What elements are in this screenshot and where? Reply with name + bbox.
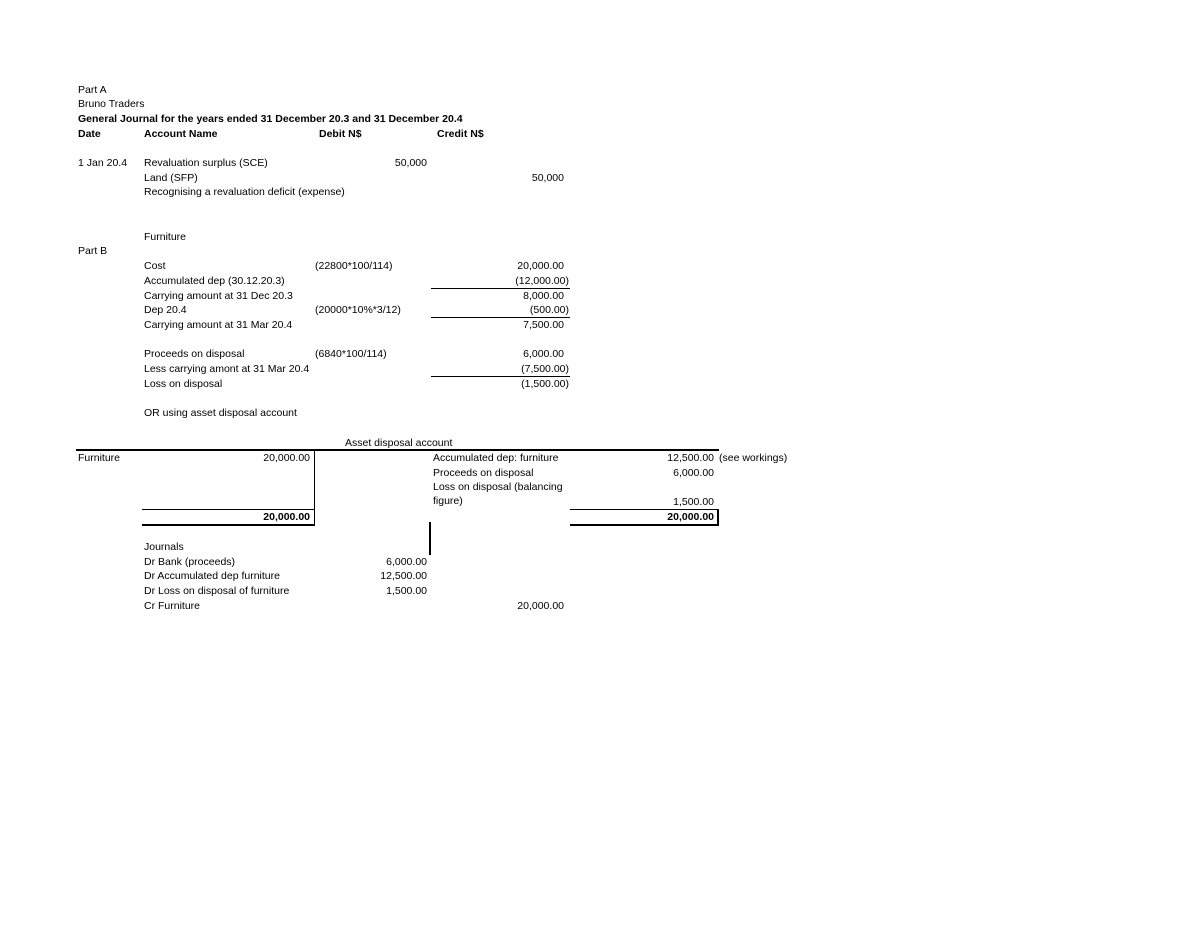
disposal-amount: 6,000.00 [523, 348, 564, 360]
entry-line-account: Revaluation surplus (SCE) [144, 157, 268, 169]
entry-date: 1 Jan 20.4 [78, 157, 128, 169]
journal-line-account: Dr Accumulated dep furniture [144, 570, 280, 582]
entry-line-account: Land (SFP) [144, 172, 198, 184]
t-debit-total: 20,000.00 [263, 511, 310, 523]
journal-line-credit: 20,000.00 [517, 600, 564, 612]
t-credit-label-cont: figure) [433, 495, 463, 507]
t-account-debit-border [314, 451, 315, 526]
disposal-label: Loss on disposal [144, 378, 223, 390]
working-label: Carrying amount at 31 Mar 20.4 [144, 319, 293, 331]
credit-total-top-rule [570, 509, 719, 510]
subtotal-rule [431, 317, 570, 318]
t-credit-label: Loss on disposal (balancing [433, 481, 563, 493]
working-amount: 7,500.00 [523, 319, 564, 331]
t-credit-note: (see workings) [719, 452, 788, 464]
journal-title: General Journal for the years ended 31 December 20.3 and 31 December 20.4 [78, 113, 463, 125]
working-amount: 8,000.00 [523, 290, 564, 302]
entry-line-debit: 50,000 [394, 157, 427, 169]
debit-total-bottom-rule [142, 524, 315, 526]
col-account-header: Account Name [144, 128, 218, 140]
t-credit-amount: 12,500.00 [667, 452, 714, 464]
entry-narration: Recognising a revaluation deficit (expense) [144, 186, 345, 198]
journal-line-account: Cr Furniture [144, 600, 201, 612]
working-calc: (20000*10%*3/12) [315, 304, 401, 316]
col-date-header: Date [78, 128, 101, 140]
working-amount: (12,000.00) [515, 275, 569, 287]
disposal-label: Proceeds on disposal [144, 348, 245, 360]
t-credit-amount: 6,000.00 [673, 467, 714, 479]
t-credit-label: Accumulated dep: furniture [433, 452, 559, 464]
or-note: OR using asset disposal account [144, 407, 297, 419]
journal-line-account: Dr Loss on disposal of furniture [144, 585, 290, 597]
t-account-center-line [429, 522, 431, 555]
working-label: Carrying amount at 31 Dec 20.3 [144, 290, 293, 302]
disposal-label: Less carrying amont at 31 Mar 20.4 [144, 363, 310, 375]
journal-line-debit: 12,500.00 [380, 570, 427, 582]
part-b-label: Part B [78, 245, 108, 257]
t-debit-amount: 20,000.00 [263, 452, 310, 464]
part-a-label: Part A [78, 84, 107, 96]
t-credit-amount: 1,500.00 [673, 496, 714, 508]
col-credit-header: Credit N$ [437, 128, 484, 140]
debit-total-top-rule [142, 509, 315, 510]
subtotal-rule [431, 288, 570, 289]
part-b-subtitle: Furniture [144, 231, 187, 243]
journal-line-debit: 6,000.00 [386, 556, 427, 568]
credit-total-bottom-rule [570, 524, 719, 526]
journal-line-debit: 1,500.00 [386, 585, 427, 597]
disposal-calc: (6840*100/114) [315, 348, 387, 360]
working-amount: 20,000.00 [517, 260, 564, 272]
disposal-amount: (7,500.00) [521, 363, 569, 375]
subtotal-rule [431, 376, 570, 377]
working-amount: (500.00) [529, 304, 569, 316]
working-label: Dep 20.4 [144, 304, 187, 316]
company-name: Bruno Traders [78, 98, 145, 110]
journals-title: Journals [144, 541, 184, 553]
journal-line-account: Dr Bank (proceeds) [144, 556, 236, 568]
t-credit-label: Proceeds on disposal [433, 467, 534, 479]
t-debit-label: Furniture [78, 452, 121, 464]
entry-line-credit: 50,000 [531, 172, 564, 184]
col-debit-header: Debit N$ [319, 128, 362, 140]
disposal-amount: (1,500.00) [521, 378, 569, 390]
working-label: Accumulated dep (30.12.20.3) [144, 275, 285, 287]
t-account-top-rule [76, 449, 719, 451]
working-calc: (22800*100/114) [315, 260, 393, 272]
t-credit-total: 20,000.00 [667, 511, 714, 523]
t-account-title: Asset disposal account [345, 437, 453, 449]
working-label: Cost [144, 260, 166, 272]
